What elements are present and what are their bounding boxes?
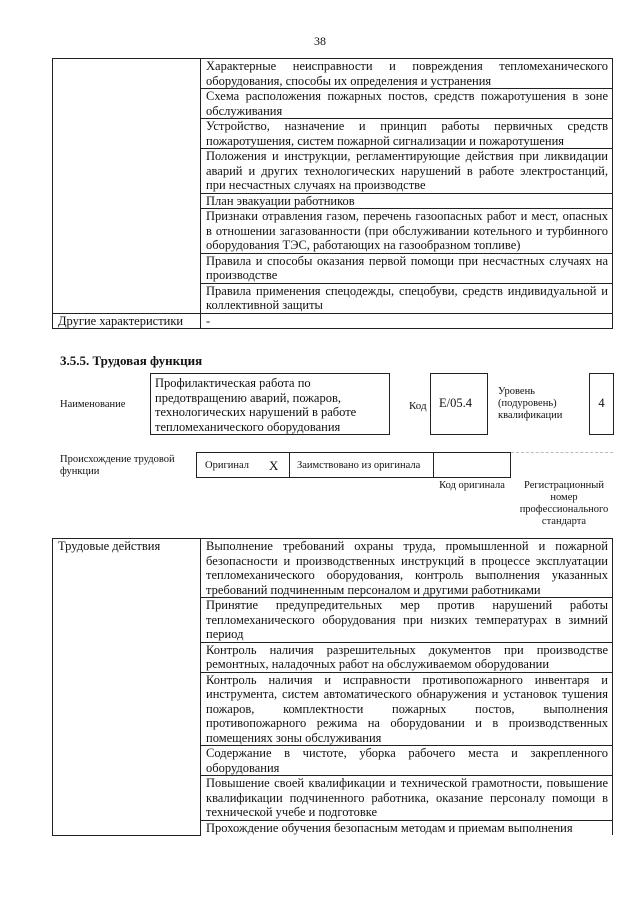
section-title: 3.5.5. Трудовая функция — [60, 353, 203, 368]
knowledge-item: Правила применения спецодежды, спецобуви, средств индивидуальной и коллективной защиты — [201, 283, 613, 313]
knowledge-item: План эвакуации работников — [201, 193, 613, 209]
name-label: Наименование — [60, 399, 126, 410]
original-label: Оригинал — [205, 460, 249, 471]
original-cell — [196, 452, 290, 478]
level-label: Уровень (подуровень) квалификации — [498, 386, 563, 421]
table-row — [53, 59, 613, 89]
knowledge-table — [52, 58, 613, 329]
labor-action-item: Контроль наличия разрешительных документов при производстве ремонтных, наладочных работ на обслуживаемом оборудовании — [201, 642, 613, 672]
labor-action-item: Повышение своей квалификации и технической грамотности, повышение квалификации подчиненного работника, оказание персоналу помощи в технической учебе и подготовке — [201, 776, 613, 821]
knowledge-item: Признаки отравления газом, перечень газоопасных работ и мест, опасных в отношении загазованности (при обслуживании котельного и турбинного оборудования ТЭС, работающих на газообразном топливе) — [201, 209, 613, 254]
origin-label: Происхождение трудовой функции — [60, 454, 175, 477]
function-name: Профилактическая работа по предотвращению аварий, пожаров, технологических нарушений в работе тепломеханического оборудования — [150, 373, 390, 435]
borrowed-cell — [289, 452, 434, 478]
knowledge-item: Схема расположения пожарных постов, средств пожаротушения в зоне обслуживания — [201, 89, 613, 119]
labor-action-item: Прохождение обучения безопасным методам и приемам выполнения — [201, 820, 613, 835]
original-mark: X — [269, 458, 279, 473]
table-row — [53, 539, 613, 598]
code-value: E/05.4 — [430, 373, 488, 435]
reg-number-cell-top — [511, 452, 613, 453]
reg-number-caption: Регистрационный номер профессионального стандарта — [519, 480, 609, 527]
labor-action-item: Контроль наличия и исправности противопожарного инвентаря и инструмента, систем автоматического обнаружения и установок тушения пожаров, комплектности пожарных постов, выполнения противопожарного режима на оборудовании и в производственных помещениях зоны обслуживания — [201, 672, 613, 746]
code-label: Код — [409, 400, 427, 412]
labor-actions-label: Трудовые действия — [53, 539, 201, 836]
knowledge-item: Устройство, назначение и принцип работы первичных средств пожаротушения, систем пожарной сигнализации и пожаротушения — [201, 119, 613, 149]
labor-action-item: Выполнение требований охраны труда, промышленной и пожарной безопасности и производственных инструкций в процессе эксплуатации тепломеханического оборудования, контроль выполнения указанных требований подчиненным персоналом и другими работниками — [201, 539, 613, 598]
code-original-cell — [433, 452, 511, 478]
labor-action-item: Содержание в чистоте, уборка рабочего места и закрепленного оборудования — [201, 746, 613, 776]
knowledge-item: Характерные неисправности и повреждения тепломеханического оборудования, способы их определения и устранения — [201, 59, 613, 89]
other-characteristics-value: - — [201, 313, 613, 329]
code-original-caption: Код оригинала — [439, 480, 505, 491]
empty-cell — [53, 59, 201, 314]
knowledge-item: Положения и инструкции, регламентирующие действия при ликвидации аварий и других технологических нарушений в работе электростанций, при несчастных случаях на производстве — [201, 149, 613, 194]
borrowed-label: Заимствовано из оригинала — [297, 460, 421, 471]
level-value: 4 — [589, 373, 614, 435]
labor-actions-table — [52, 538, 613, 836]
labor-action-item: Принятие предупредительных мер против нарушений работы тепломеханического оборудования при низких температурах в зимний период — [201, 598, 613, 643]
table-row — [53, 313, 613, 329]
page-number: 38 — [314, 34, 326, 48]
other-characteristics-label: Другие характеристики — [53, 313, 201, 329]
knowledge-item: Правила и способы оказания первой помощи при несчастных случаях на производстве — [201, 253, 613, 283]
